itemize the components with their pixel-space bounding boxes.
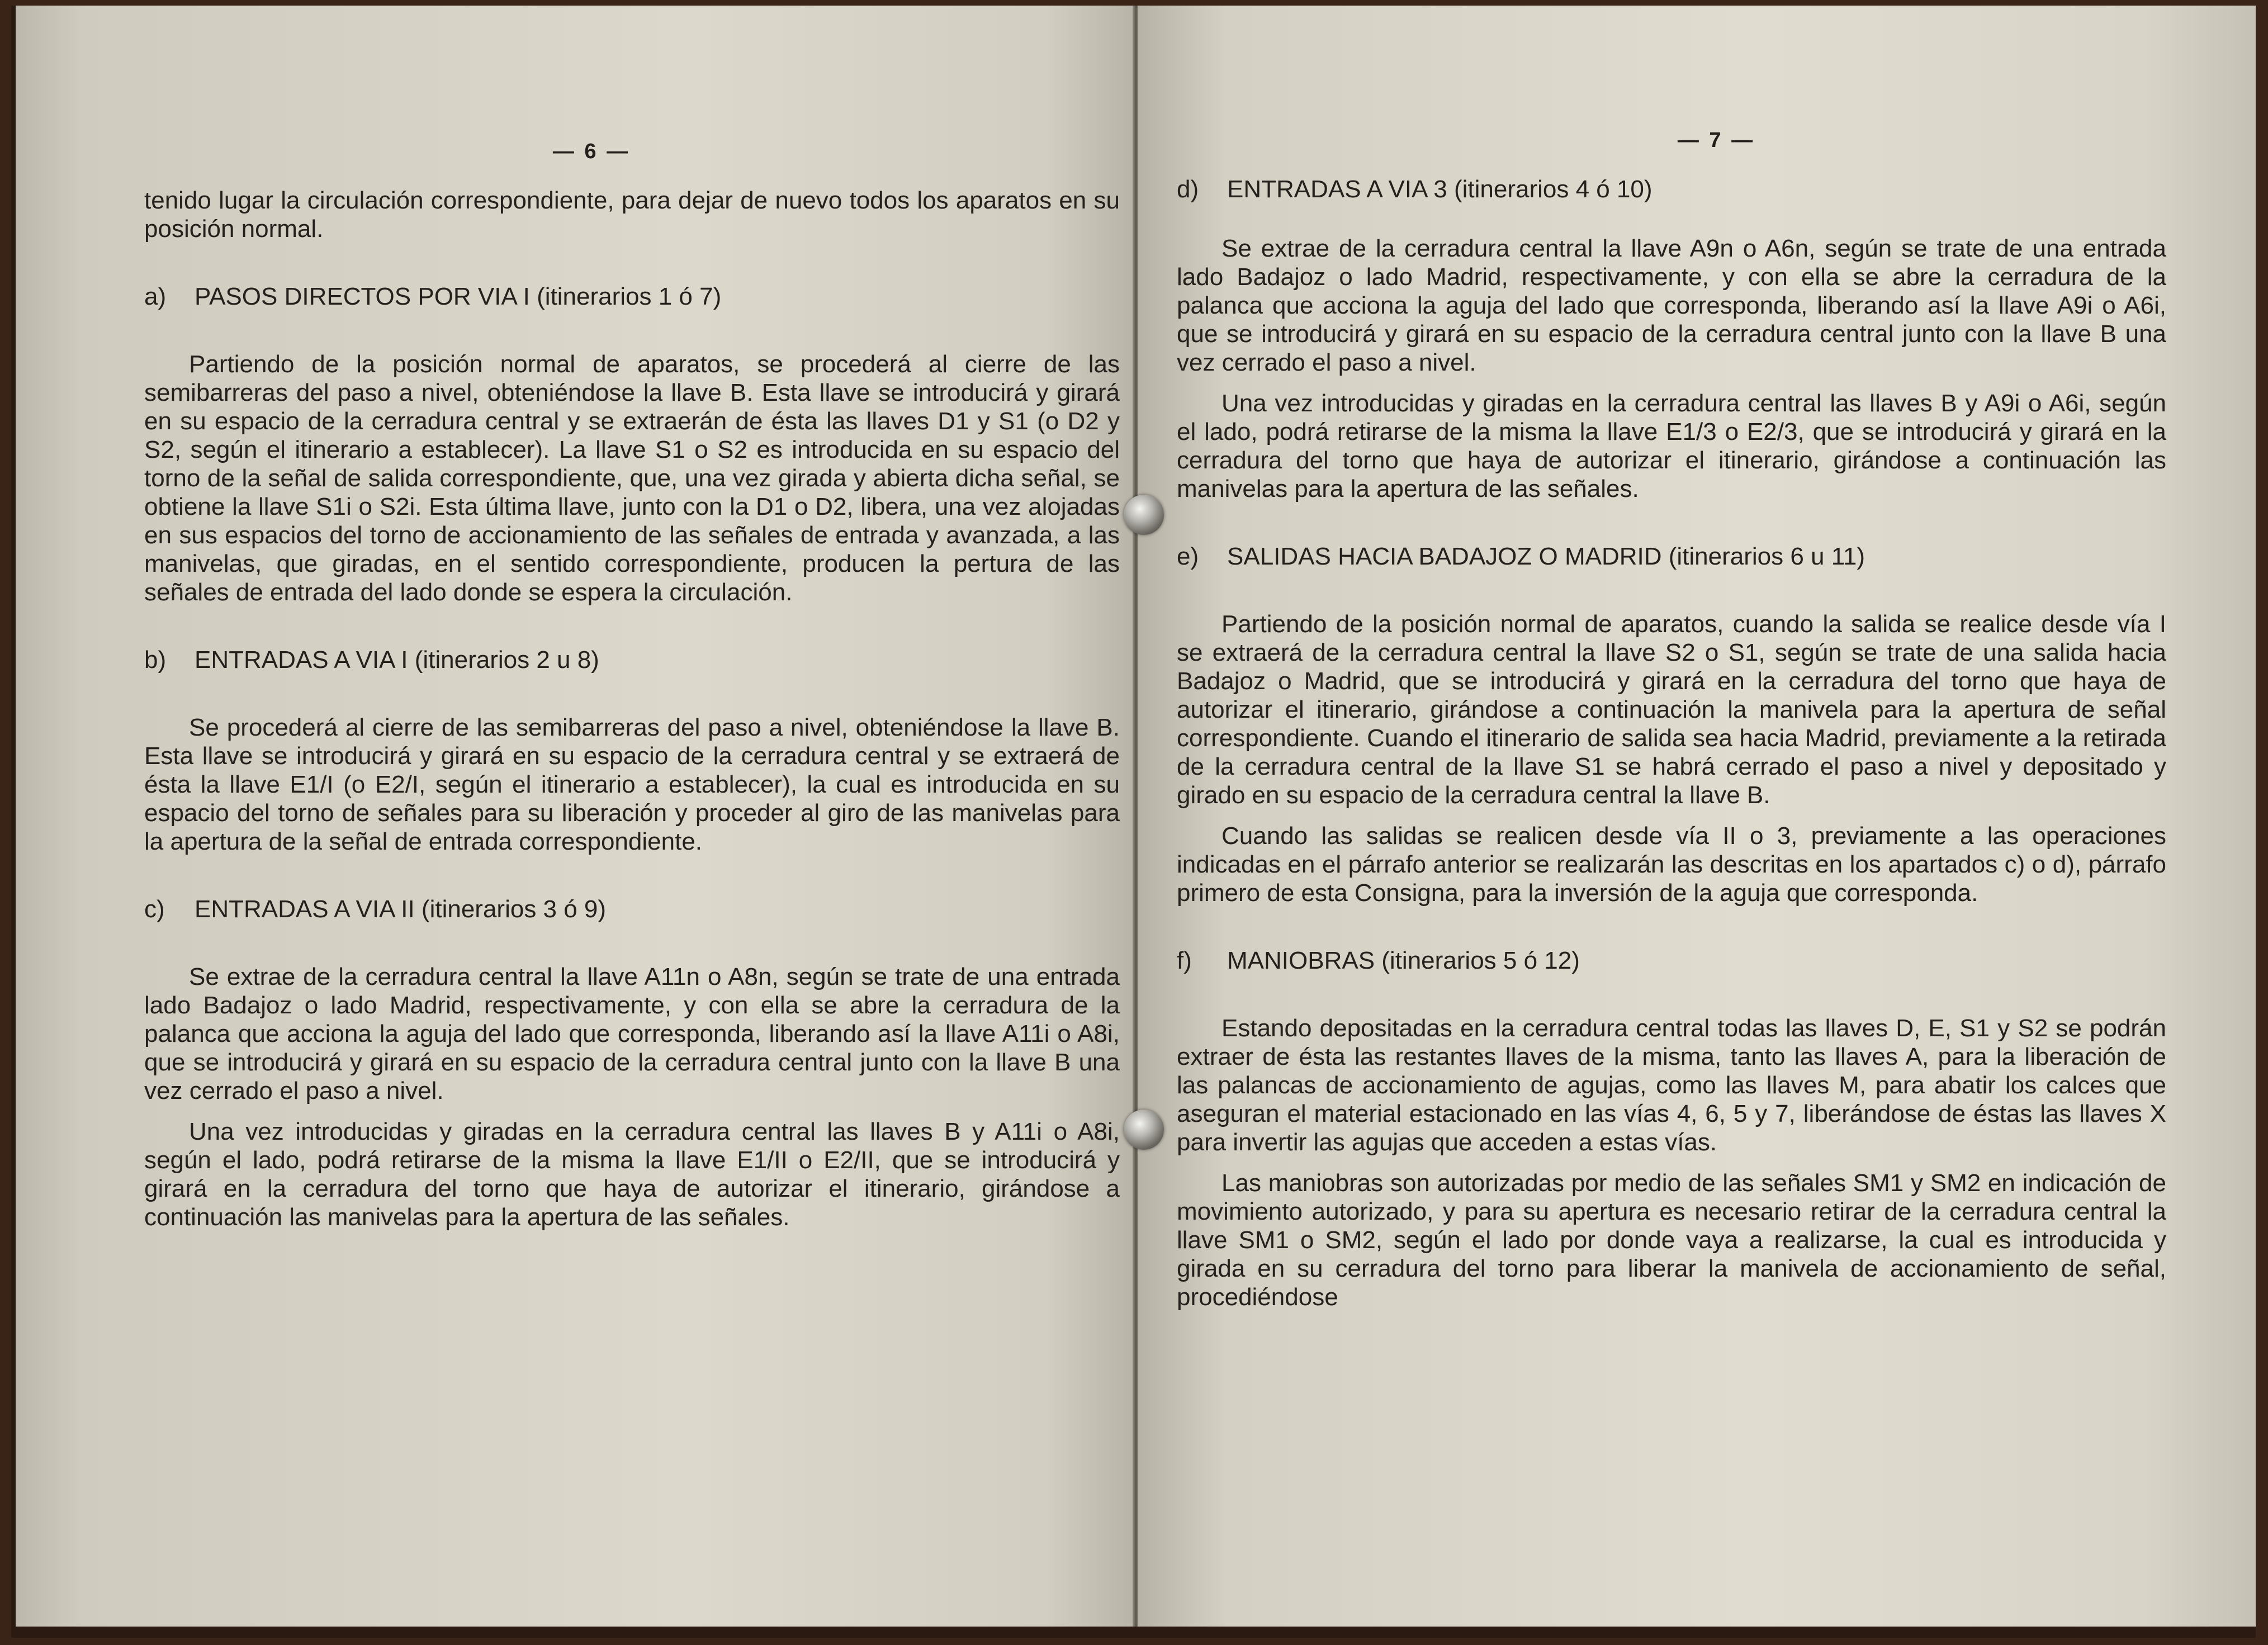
section-title: ENTRADAS A VIA I (itinerarios 2 u 8): [195, 646, 599, 674]
section-f-paragraph-1: Estando depositadas en la cerradura central todas las llaves D, E, S1 y S2 se podrán extraer de ésta las restantes llaves de la misma, tanto las llaves A, para la liberación de las palancas de accionamiento de agujas, como las llaves M, para abatir los calces que aseguran el material estacionado en las vías 4, 6, 5 y 7, liberándose de éstas las llaves X para invertir las agujas que acceden a estas vías.: [1177, 1015, 2166, 1156]
section-c-paragraph-2: Una vez introducidas y giradas en la cerradura central las llaves B y A11i o A8i, según el lado, podrá retirarse de la misma la llave E1/II o E2/II, que se introducirá y girará en la cerradura del torno que haya de autorizar el itinerario, girándose a continuación las manivelas para la apertura de las señales.: [144, 1118, 1120, 1231]
section-d-paragraph-2: Una vez introducidas y giradas en la cerradura central las llaves B y A9i o A6i, según el lado, podrá retirarse de la misma la llave E1/3 o E2/3, que se introducirá y girará en la cerradura del torno que haya de autorizar el itinerario, girándose a continuación las manivelas para la apertura de las señales.: [1177, 390, 2166, 502]
section-title: PASOS DIRECTOS POR VIA I (itinerarios 1 ó 7): [195, 283, 722, 310]
staple-icon: [1124, 1110, 1164, 1150]
section-letter: d): [1177, 176, 1199, 203]
section-e-paragraph-1: Partiendo de la posición normal de aparatos, cuando la salida se realice desde vía I se extraerá de la cerradura central la llave S2 o S1, según se trate de una salida hacia Badajoz o Madrid, que se introducirá y girará en la cerradura del torno que haya de autorizar el itinerario, girándose a continuación la manivela para la apertura de señal correspondiente. Cuando el itinerario de salida sea hacia Madrid, previamente a la retirada de la cerradura central de la llave S1 se habrá cerrado el paso a nivel y depositado y girado en su espacio de la cerradura central la llave B.: [1177, 610, 2166, 809]
section-heading-f: [1177, 946, 2166, 975]
section-title: ENTRADAS A VIA 3 (itinerarios 4 ó 10): [1227, 176, 1653, 203]
section-heading-c: [144, 895, 1120, 923]
section-letter: c): [144, 895, 165, 923]
page-content: [1177, 175, 2166, 1311]
section-f-paragraph-2: Las maniobras son autorizadas por medio de las señales SM1 y SM2 en indicación de movimiento autorizado, y para su apertura es necesario retirar de la cerradura central la llave SM1 o SM2, según el lado por donde vaya a realizarse, la cual es introducida y girada en su cerradura del torno para liberar la manivela de accionamiento de señal, procediéndose: [1177, 1169, 2166, 1311]
section-d-paragraph-1: Se extrae de la cerradura central la llave A9n o A6n, según se trate de una entrada lado Badajoz o lado Madrid, respectivamente, y con ella se abre la cerradura de la palanca que acciona la aguja del lado que corresponda, liberando así la llave A9i o A6i, que se introducirá y girará en su espacio de la cerradura central junto con la llave B una vez cerrado el paso a nivel.: [1177, 235, 2166, 376]
section-letter: f): [1177, 947, 1192, 974]
section-heading-d: [1177, 175, 2166, 203]
section-letter: b): [144, 646, 167, 674]
page-content: [144, 186, 1120, 1231]
page-number: — 6 —: [552, 140, 631, 163]
section-heading-a: [144, 282, 1120, 311]
section-a-paragraph: Partiendo de la posición normal de aparatos, se procederá al cierre de las semibarreras del paso a nivel, obteniéndose la llave B. Esta llave se introducirá y girará en su espacio de la cerradura central y se extraerán de ésta las llaves D1 y S1 (o D2 y S2, según el itinerario a establecer). La llave S1 o S2 es introducida en su espacio del torno de la señal de salida correspondiente, que, una vez girada y abierta dicha señal, se obtiene la llave S1i o S2i. Esta última llave, junto con la D1 o D2, libera, una vez alojadas en sus espacios del torno de accionamiento de las señales de entrada y avanzada, a las manivelas, que giradas, en el sentido correspondiente, producen la pertura de las señales de entrada del lado donde se espera la circulación.: [144, 350, 1120, 606]
section-title: ENTRADAS A VIA II (itinerarios 3 ó 9): [195, 895, 607, 923]
section-c-paragraph-1: Se extrae de la cerradura central la llave A11n o A8n, según se trate de una entrada lado Badajoz o lado Madrid, respectivamente, y con ella se abre la cerradura de la palanca que acciona la aguja del lado que corresponda, liberando así la llave A11i o A8i, que se introducirá y girará en su espacio de la cerradura central junto con la llave B una vez cerrado el paso a nivel.: [144, 963, 1120, 1104]
section-b-paragraph: Se procederá al cierre de las semibarreras del paso a nivel, obteniéndose la llave B. Esta llave se introducirá y girará en su espacio de la cerradura central y se extraerá de ésta la llave E1/I (o E2/I, según el itinerario a establecer), la cual es introducida en su espacio del torno de señales para su liberación y proceder al giro de las manivelas para la apertura de la señal de entrada correspondiente.: [144, 714, 1120, 855]
section-letter: e): [1177, 543, 1199, 570]
open-booklet: [11, 6, 2256, 1638]
section-letter: a): [144, 283, 167, 310]
section-e-paragraph-2: Cuando las salidas se realicen desde vía II o 3, previamente a las operaciones indicadas en el párrafo anterior se realizarán las descritas en los apartados c) o d), párrafo primero de esta Consigna, para la inversión de la aguja que corresponda.: [1177, 822, 2166, 907]
section-title: SALIDAS HACIA BADAJOZ O MADRID (itinerarios 6 u 11): [1227, 543, 1865, 570]
section-heading-b: [144, 646, 1120, 674]
page-number: — 7 —: [1677, 129, 1755, 152]
section-title: MANIOBRAS (itinerarios 5 ó 12): [1227, 947, 1580, 974]
staple-icon: [1124, 495, 1164, 535]
left-page: [16, 6, 1134, 1627]
intro-paragraph: tenido lugar la circulación correspondiente, para dejar de nuevo todos los aparatos en su posición normal.: [144, 187, 1120, 243]
section-heading-e: [1177, 542, 2166, 571]
right-page: [1138, 6, 2256, 1627]
